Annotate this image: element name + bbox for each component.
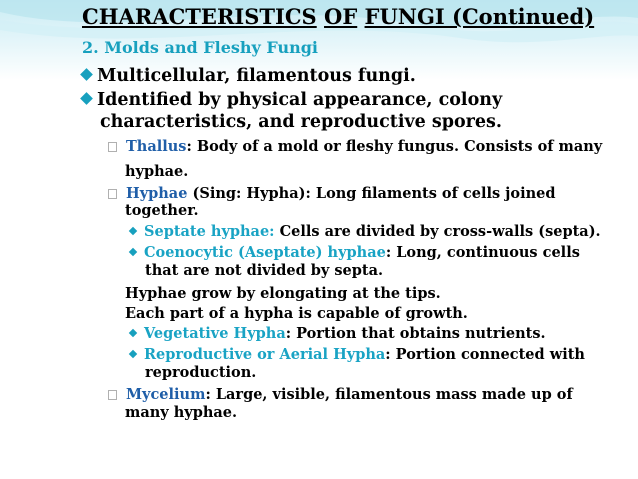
item-hyphae: Hyphae (Sing: Hypha): Long filaments of cells joined bbox=[108, 185, 556, 202]
square-bullet-icon bbox=[108, 189, 117, 199]
line-part: Each part of a hypha is capable of growth. bbox=[125, 305, 468, 322]
item-reproductive-cont: reproduction. bbox=[145, 364, 257, 381]
diamond-bullet-icon bbox=[129, 248, 137, 256]
bullet-identified: Identified by physical appearance, colony bbox=[82, 90, 502, 110]
item-vegetative: Vegetative Hypha: Portion that obtains nutrients. bbox=[130, 325, 546, 342]
line-grow: Hyphae grow by elongating at the tips. bbox=[125, 285, 441, 302]
slide-subtitle: 2. Molds and Fleshy Fungi bbox=[82, 38, 318, 57]
item-coenocytic-cont: that are not divided by septa. bbox=[145, 262, 384, 279]
diamond-bullet-icon bbox=[129, 227, 137, 235]
diamond-bullet-icon bbox=[80, 68, 93, 81]
item-hyphae-cont: together. bbox=[125, 202, 199, 219]
item-thallus: Thallus: Body of a mold or fleshy fungus. Consists of many bbox=[108, 138, 602, 155]
bullet-multicellular: Multicellular, filamentous fungi. bbox=[82, 66, 416, 86]
item-mycelium: Mycelium: Large, visible, filamentous mass made up of bbox=[108, 386, 573, 403]
square-bullet-icon bbox=[108, 142, 117, 152]
item-thallus-cont: hyphae. bbox=[125, 163, 189, 180]
diamond-bullet-icon bbox=[80, 92, 93, 105]
slide-title: CHARACTERISTICS OF FUNGI (Continued) bbox=[82, 4, 595, 29]
item-reproductive: Reproductive or Aerial Hypha: Portion connected with bbox=[130, 346, 585, 363]
bullet-identified-cont: characteristics, and reproductive spores. bbox=[100, 112, 502, 132]
item-septate: Septate hyphae: Cells are divided by cross-walls (septa). bbox=[130, 223, 601, 240]
diamond-bullet-icon bbox=[129, 329, 137, 337]
square-bullet-icon bbox=[108, 390, 117, 400]
item-mycelium-cont: many hyphae. bbox=[125, 404, 238, 421]
diamond-bullet-icon bbox=[129, 350, 137, 358]
item-coenocytic: Coenocytic (Aseptate) hyphae: Long, continuous cells bbox=[130, 244, 580, 261]
